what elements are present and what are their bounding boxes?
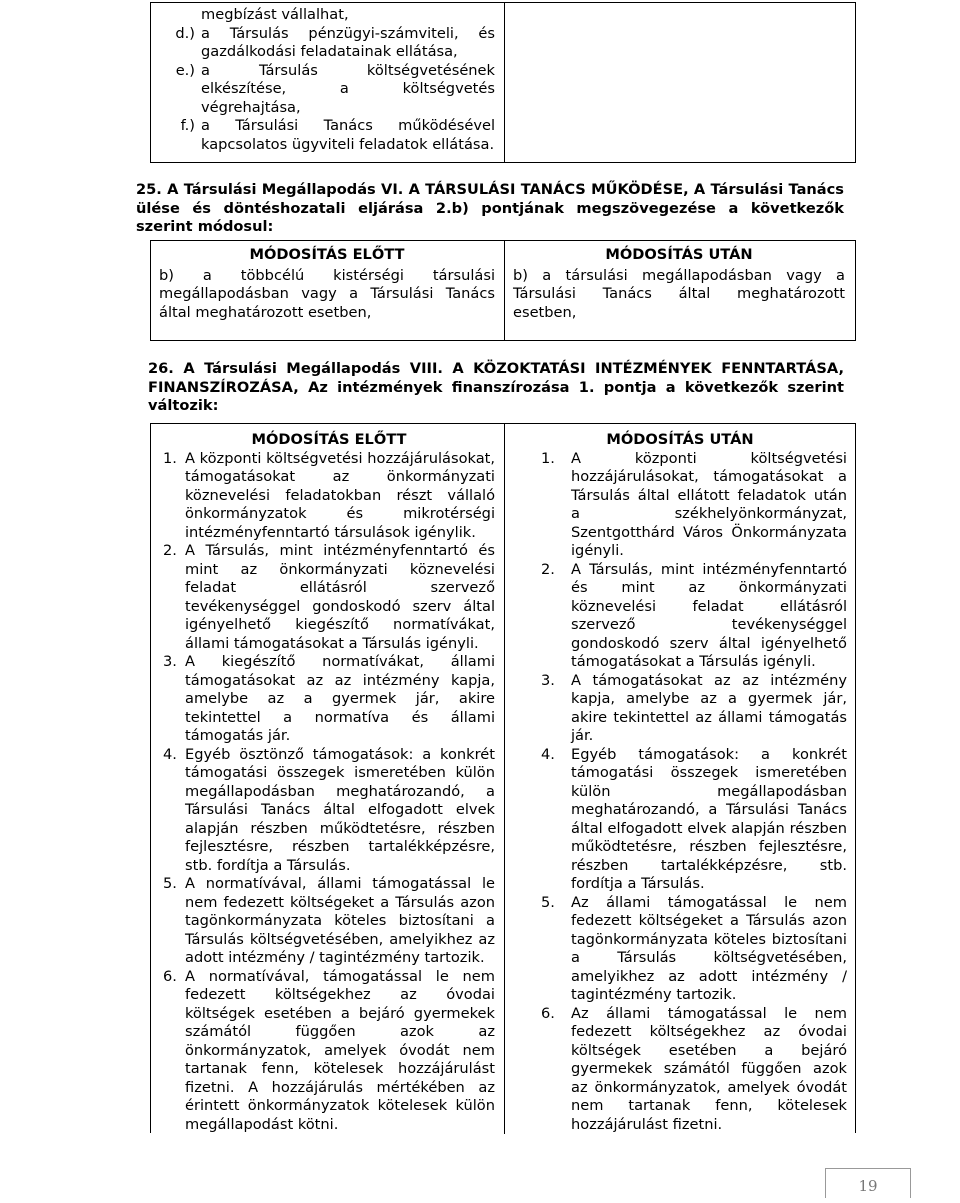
item-number: 2. bbox=[163, 542, 177, 559]
item-text: Az állami támogatással le nem fedezett költségeket a Társulás azon tagönkormányzata köteles biztosítani a Társulás költségvetésében, amelyikhez az adott intézmény / tagintézmény tartozik. bbox=[571, 893, 847, 1003]
item-text: A kiegészítő normatívákat, állami támogatásokat az az intézmény kapja, amelybe az a gyermek jár, akire tekintettel a normatíva és állami támogatás jár. bbox=[185, 653, 495, 744]
after-list bbox=[541, 450, 847, 1135]
item-number: 2. bbox=[541, 560, 555, 578]
top-table-left-cell bbox=[165, 6, 495, 154]
list-item-label bbox=[165, 6, 201, 25]
before-text: b) a többcélú kistérségi társulási megállapodásban vagy a Társulási Tanács által meghatározott esetben, bbox=[159, 266, 495, 321]
item-text: Egyéb ösztönző támogatások: a konkrét támogatási összegek ismeretében külön megállapodásban meghatározandó, a Társulási Tanács által elfogadott elvek alapján részben működtetésre, részben fejlesztésre, részben tartalékképzésre, stb. fordítja a Társulás. bbox=[185, 745, 495, 874]
after-header: MÓDOSÍTÁS UTÁN bbox=[605, 246, 753, 263]
section-25-table bbox=[150, 240, 856, 341]
list-item bbox=[541, 672, 847, 746]
section-26-before-cell bbox=[163, 431, 495, 1134]
list-item-label: d.) bbox=[175, 24, 195, 42]
item-number: 6. bbox=[541, 1004, 555, 1022]
item-text: A normatívával, támogatással le nem fedezett költségekhez az óvodai költségek esetében a bejáró gyermekek számától függően azok az önkormányzatok, amelyek óvodát nem tartanak fenn, kötelesek hozzájárulást fizetni. A hozzájárulás mértékében az érintett önkormányzatok kötelesek külön megállapodást kötni. bbox=[185, 967, 495, 1133]
item-text: Az állami támogatással le nem fedezett költségekhez az óvodai költségek esetében a bejáró gyermekek számától függően azok az önkormányzatok, amelyek óvodát nem tartanak fenn, kötelesek hozzájárulást fizetni. bbox=[571, 1004, 847, 1133]
item-number: 4. bbox=[541, 745, 555, 763]
after-header: MÓDOSÍTÁS UTÁN bbox=[606, 431, 754, 448]
item-number: 3. bbox=[163, 653, 177, 670]
list-item bbox=[541, 561, 847, 672]
list-item bbox=[163, 542, 495, 653]
item-text: A normatívával, állami támogatással le nem fedezett költségeket a Társulás azon tagönkormányzata köteles biztosítani a Társulás költségvetésében, amelyikhez az adott intézmény / tagintézmény tartozik. bbox=[185, 875, 495, 966]
item-number: 5. bbox=[541, 893, 555, 911]
list-item bbox=[163, 450, 495, 543]
section-25-heading: 25. A Társulási Megállapodás VI. A TÁRSULÁSI TANÁCS MŰKÖDÉSE, A Társulási Tanács ülése és döntéshozatali eljárása 2.b) pontjának megszövegezése a következők szerint módosul: bbox=[136, 181, 844, 235]
section-26-table bbox=[150, 423, 856, 1133]
list-item bbox=[163, 875, 495, 968]
item-text: A Társulás, mint intézményfenntartó és mint az önkormányzati köznevelési feladat ellátásról szervező tevékenységgel gondoskodó szerv által igényelhető támogatásokat a Társulás igényli. bbox=[571, 560, 847, 670]
list-item bbox=[163, 968, 495, 1135]
before-list bbox=[163, 450, 495, 1135]
item-text: Egyéb támogatások: a konkrét támogatási összegek ismeretében külön megállapodásban meghatározandó, a Társulási Tanács által elfogadott elvek alapján részben működtetésre, részben fejlesztésre, részben tartalékképzésre, stb. fordítja a Társulás. bbox=[571, 745, 847, 892]
section-25-divider bbox=[504, 241, 505, 340]
list-item bbox=[165, 62, 495, 118]
list-item-label: e.) bbox=[175, 61, 195, 79]
before-header: MÓDOSÍTÁS ELŐTT bbox=[249, 246, 405, 263]
section-26-after-cell bbox=[541, 431, 847, 1134]
list-item bbox=[165, 6, 495, 25]
item-number: 4. bbox=[163, 745, 177, 763]
item-text: A Társulás, mint intézményfenntartó és mint az önkormányzati köznevelési feladat ellátásról szervező tevékenységgel gondoskodó szerv által igényelhető kiegészítő normatívákat, állami támogatásokat a Társulás igényli. bbox=[185, 542, 495, 652]
section-25-before-cell bbox=[159, 246, 495, 322]
list-item-text: a Társulási Tanács működésével kapcsolatos ügyviteli feladatok ellátása. bbox=[201, 117, 495, 153]
item-text: A támogatásokat az az intézmény kapja, amelybe az a gyermek jár, akire tekintettel az állami támogatás jár. bbox=[571, 671, 847, 744]
section-26-heading: 26. A Társulási Megállapodás VIII. A KÖZOKTATÁSI INTÉZMÉNYEK FENNTARTÁSA, FINANSZÍROZÁSA, Az intézmények finanszírozása 1. pontja a következők szerint változik: bbox=[148, 360, 844, 414]
item-number: 3. bbox=[541, 671, 555, 689]
item-text: A központi költségvetési hozzájárulásokat, támogatásokat az önkormányzati köznevelési feladatokban részt vállaló önkormányzatok és mikrotérségi intézményfenntartó társulások igénylik. bbox=[185, 449, 495, 541]
list-item bbox=[165, 25, 495, 62]
list-item bbox=[541, 450, 847, 561]
item-text: A központi költségvetési hozzájárulásokat, támogatásokat a Társulás által ellátott feladatok után a székhelyönkormányzat, Szentgotthárd Város Önkormányzata igényli. bbox=[571, 449, 847, 559]
list-item-label: f.) bbox=[180, 117, 195, 134]
page-number: 19 bbox=[825, 1168, 911, 1198]
section-26-divider bbox=[504, 424, 505, 1134]
after-text: b) a társulási megállapodásban vagy a Társulási Tanács által meghatározott esetben, bbox=[513, 266, 845, 321]
list-item-text: megbízást vállalhat, bbox=[201, 6, 349, 23]
list-item bbox=[163, 746, 495, 876]
top-table bbox=[150, 2, 856, 163]
item-number: 1. bbox=[541, 449, 555, 467]
list-item bbox=[541, 746, 847, 894]
list-item bbox=[541, 894, 847, 1005]
list-item bbox=[165, 117, 495, 154]
top-table-divider bbox=[504, 3, 505, 162]
list-item-text: a Társulás pénzügyi-számviteli, és gazdálkodási feladatainak ellátása, bbox=[201, 24, 495, 60]
list-item bbox=[541, 1005, 847, 1135]
list-item-text: a Társulás költségvetésének elkészítése, a költségvetés végrehajtása, bbox=[201, 61, 495, 116]
list-item bbox=[163, 653, 495, 746]
item-number: 6. bbox=[163, 967, 177, 985]
before-header: MÓDOSÍTÁS ELŐTT bbox=[251, 431, 407, 448]
section-25-after-cell bbox=[513, 246, 845, 322]
item-number: 5. bbox=[163, 875, 177, 892]
item-number: 1. bbox=[163, 449, 177, 467]
